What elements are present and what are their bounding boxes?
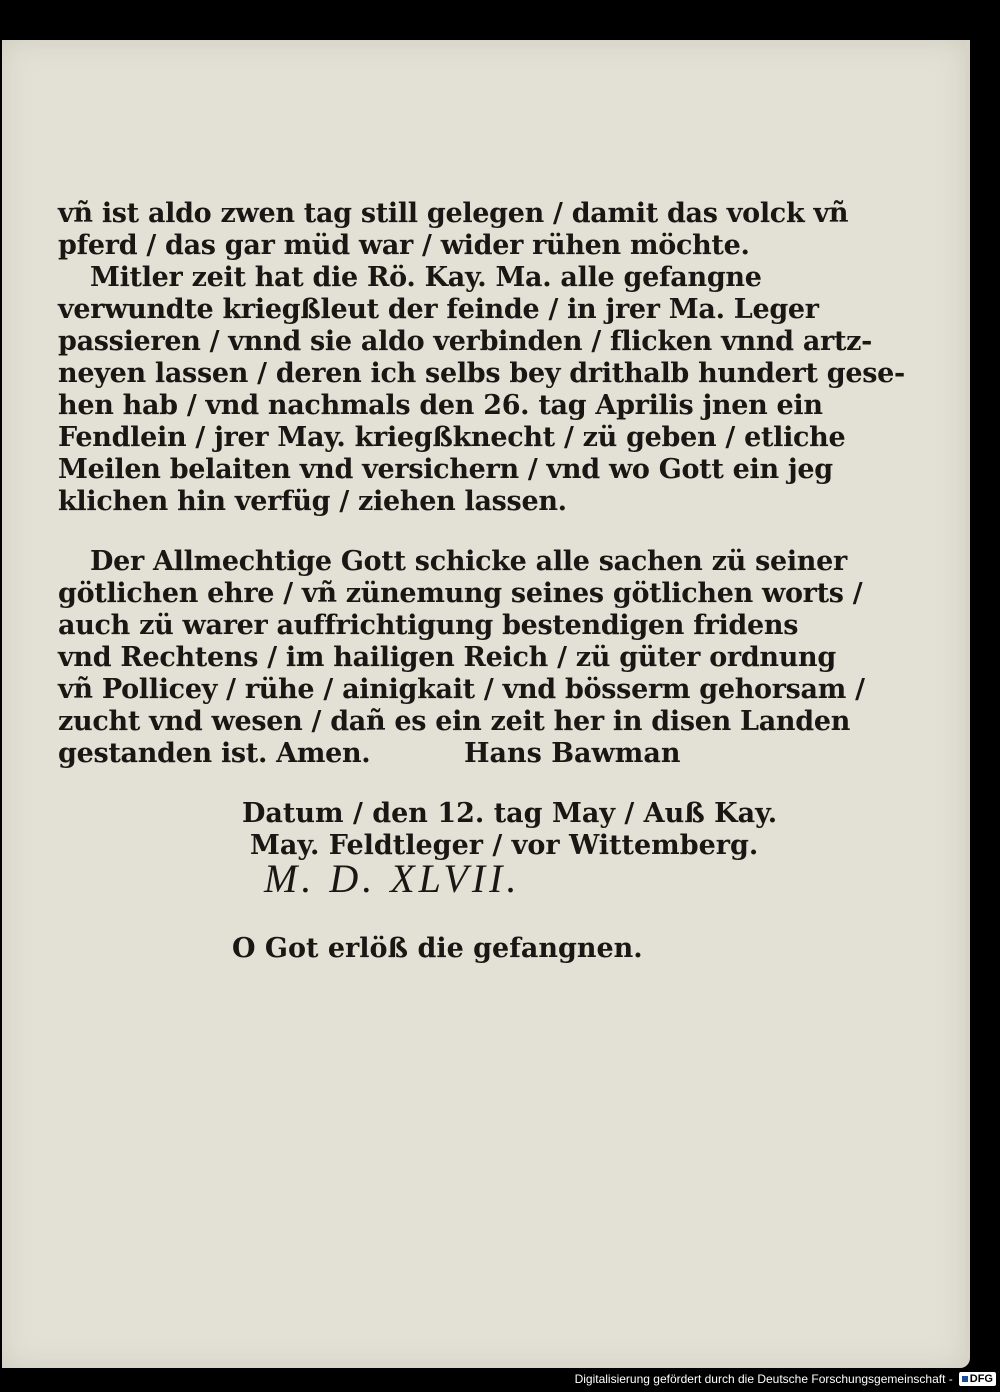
credit-text: Digitalisierung gefördert durch die Deutsche Forschungsgemeinschaft -: [574, 1372, 953, 1386]
text-line: verwundte kriegßleut der feinde / in jrer Ma. Leger: [58, 294, 819, 325]
text-line: gestanden ist. Amen.: [58, 738, 371, 769]
text-line: pferd / das gar müd war / wider rühen möchte.: [58, 230, 750, 261]
document-page: [2, 40, 970, 1368]
dfg-logo: [959, 1372, 996, 1386]
dateline: May. Feldtleger / vor Wittemberg.: [250, 830, 759, 861]
text-line: vñ Pollicey / rühe / ainigkait / vnd bösserm gehorsam /: [58, 674, 865, 705]
text-line: götlichen ehre / vñ zünemung seines götlichen worts /: [58, 578, 863, 609]
dateline: Datum / den 12. tag May / Auß Kay.: [242, 798, 778, 829]
text-line: passieren / vnnd sie aldo verbinden / flicken vnnd artz-: [58, 326, 873, 357]
text-line: klichen hin verfüg / ziehen lassen.: [58, 486, 567, 517]
text-line: Mitler zeit hat die Rö. Kay. Ma. alle gefangne: [90, 262, 762, 293]
text-line: auch zü warer auffrichtigung bestendigen fridens: [58, 610, 799, 641]
text-line: hen hab / vnd nachmals den 26. tag Aprilis jnen ein: [58, 390, 823, 421]
digitization-credit: [575, 1369, 996, 1389]
dfg-logo-mark-icon: [962, 1376, 968, 1382]
signature: Hans Bawman: [464, 738, 681, 769]
text-line: Meilen belaiten vnd versichern / vnd wo Gott ein jeg: [58, 454, 833, 485]
text-line: Der Allmechtige Gott schicke alle sachen zü seiner: [90, 546, 847, 577]
closing-line: O Got erlöß die gefangnen.: [232, 933, 643, 964]
text-line: neyen lassen / deren ich selbs bey drithalb hundert gese-: [58, 358, 905, 389]
dfg-logo-text: DFG: [969, 1373, 993, 1385]
text-line: zucht vnd wesen / dañ es ein zeit her in disen Landen: [58, 706, 851, 737]
publication-year: M. D. XLVII.: [264, 856, 521, 901]
text-line: Fendlein / jrer May. kriegßknecht / zü geben / etliche: [58, 422, 846, 453]
text-line: vñ ist aldo zwen tag still gelegen / damit das volck vñ: [58, 198, 849, 229]
text-line: vnd Rechtens / im hailigen Reich / zü güter ordnung: [58, 642, 836, 673]
